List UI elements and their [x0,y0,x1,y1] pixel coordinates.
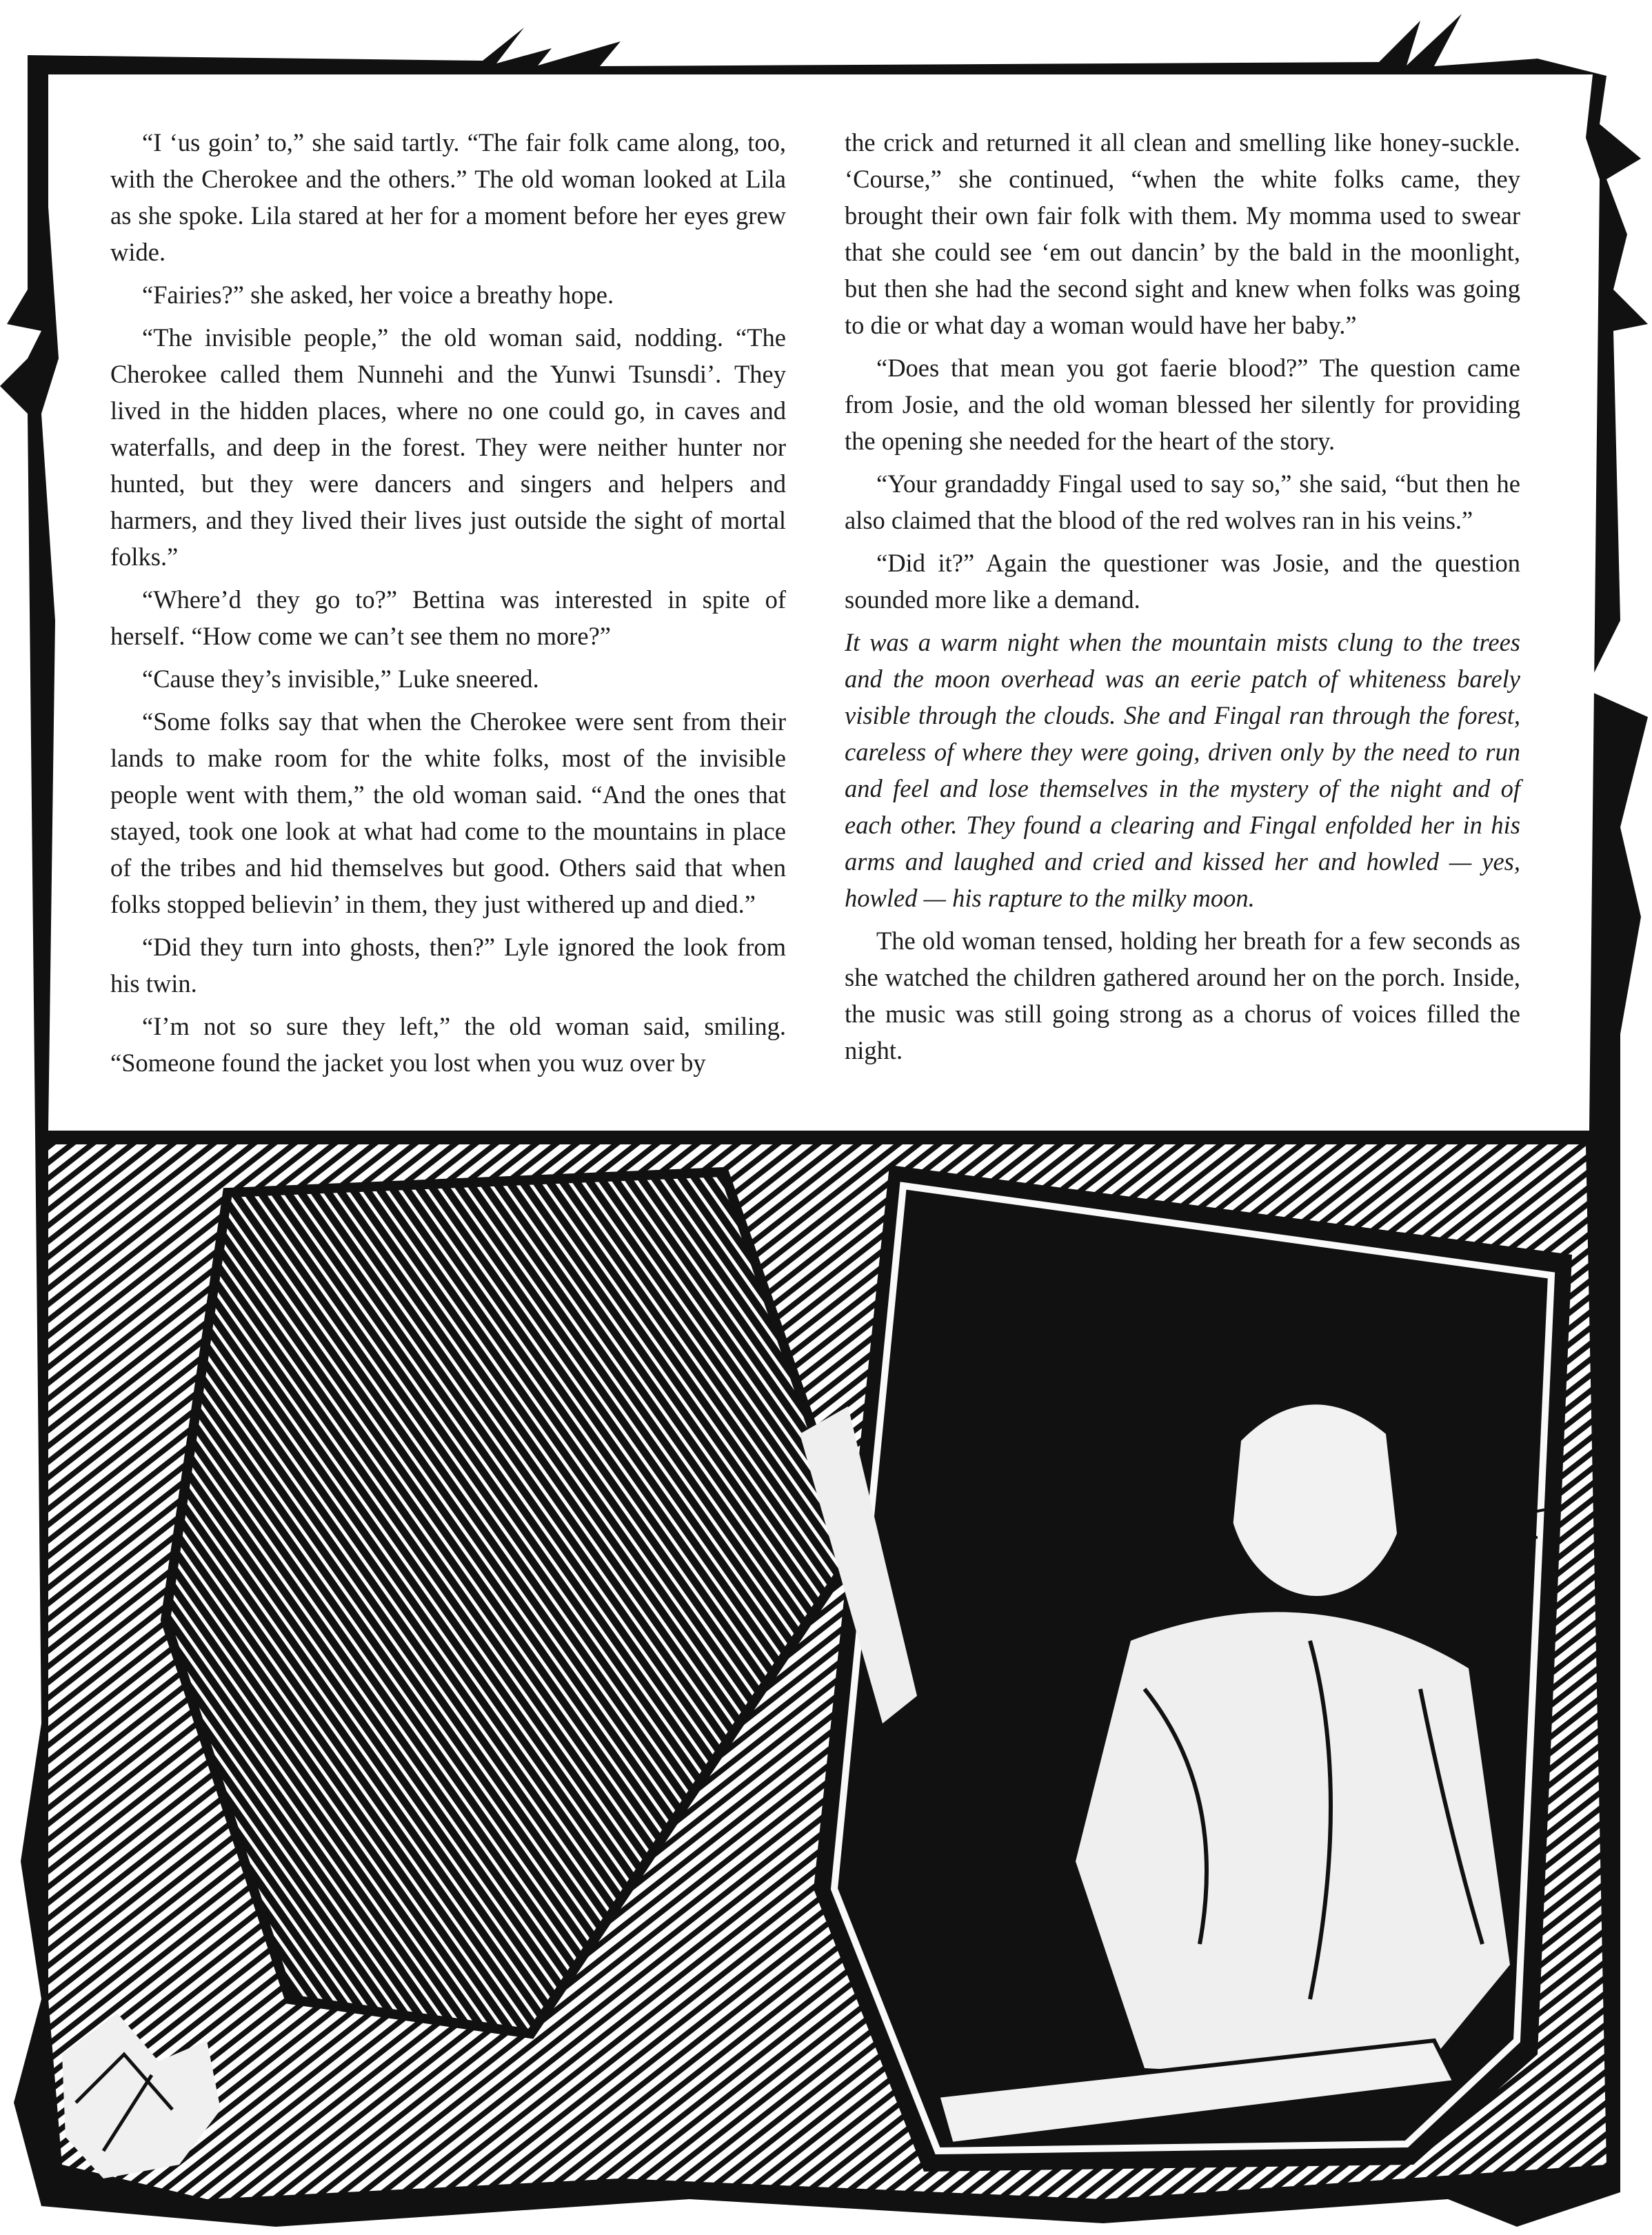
paragraph: “Did it?” Again the questioner was Josie, and the question sounded more like a demand. [845,549,1520,614]
paragraph-continuation: the crick and returned it all clean and smelling like honey-suckle. ‘Course,” she continued, “when the white folks came, they brought their own fair folk with them. My momma used to swear that she could see ‘em out dancin’ by the bald in the moonlight, but then she had the second sight and knew when folks was going to die or what day a woman would have her baby.” [845,128,1520,339]
paragraph: The old woman tensed, holding her breath for a few seconds as she watched the children gathered around her on the porch. Inside, the music was still going strong as a chorus of voices filled the night. [845,927,1520,1064]
paragraph: “Some folks say that when the Cherokee were sent from their lands to make room for the white folks, most of the invisible people went with them,” the old woman said. “And the ones that stayed, took one look at what had come to the mountains in place of the tribes and hid themselves but good. Others said that when folks stopped believin’ in them, they just withered up and died.” [110,707,786,918]
paragraph: “Your grandaddy Fingal used to say so,” she said, “but then he also claimed that the blood of the red wolves ran in his veins.” [845,469,1520,534]
paragraph: “Does that mean you got faerie blood?” The question came from Josie, and the old woman blessed her silently for providing the opening she needed for the heart of the story. [845,354,1520,455]
paragraph: “The invisible people,” the old woman said, nodding. “The Cherokee called them Nunnehi and the Yunwi Tsunsdi’. They lived in the hidden places, where no one could go, in caves and waterfalls, and deep in the forest. They were neither hunter nor hunted, but they were dancers and singers and helpers and harmers, and they lived their lives just outside the sight of mortal folks.” [110,323,786,571]
paragraph: “Cause they’s invisible,” Luke sneered. [142,665,539,693]
paragraph: “Where’d they go to?” Bettina was interested in spite of herself. “How come we can’t see them no more?” [110,585,786,650]
paragraph: “I ‘us goin’ to,” she said tartly. “The fair folk came along, too, with the Cherokee and the others.” The old woman looked at Lila as she spoke. Lila stared at her for a moment before her eyes grew wide. [110,128,786,266]
paragraph: “Fairies?” she asked, her voice a breathy hope. [142,281,614,309]
paragraph: “Did they turn into ghosts, then?” Lyle ignored the look from his twin. [110,933,786,998]
left-text-column [110,124,786,1087]
italic-flashback-passage: It was a warm night when the mountain mists clung to the trees and the moon overhead was an eerie patch of whiteness barely visible through the clouds. She and Fingal ran through the forest, careless of where they were going, driven only by the need to run and feel and lose themselves in the mystery of the night and of each other. They found a clearing and Fingal enfolded her in his arms and laughed and cried and kissed her and howled — yes, howled — his rapture to the milky moon. [845,628,1520,912]
right-text-column [845,124,1520,1075]
story-text-panel [110,124,1524,1103]
paragraph: “I’m not so sure they left,” the old woman said, smiling. “Someone found the jacket you lost when you wuz over by [110,1012,786,1077]
